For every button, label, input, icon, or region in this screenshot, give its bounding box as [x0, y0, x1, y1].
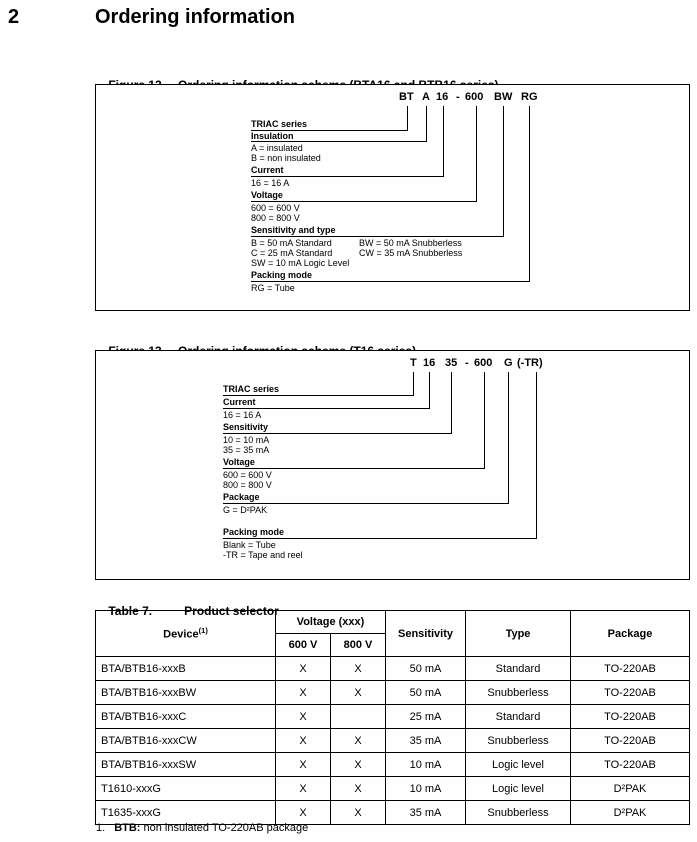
connector-line [413, 372, 414, 395]
part-code-segment: BT [399, 91, 414, 103]
sensitivity-cell: 10 mA [386, 777, 466, 801]
v600-cell: X [276, 729, 331, 753]
device-cell: T1610-xxxG [96, 777, 276, 801]
connector-line [251, 141, 427, 142]
table-row [96, 657, 690, 681]
package-cell: TO-220AB [571, 753, 690, 777]
sensitivity-header: Sensitivity [386, 611, 466, 657]
connector-line [251, 201, 477, 202]
part-code-segment: 16 [423, 357, 436, 369]
type-header: Type [466, 611, 571, 657]
group-line: C = 25 mA Standard [251, 248, 333, 258]
connector-line [426, 106, 427, 141]
v800-cell: X [331, 729, 386, 753]
voltage-group-header: Voltage (xxx) [276, 611, 386, 634]
footnote-rest: non insulated TO-220AB package [140, 822, 309, 834]
group-line: G = D²PAK [223, 505, 268, 515]
sensitivity-cell: 10 mA [386, 753, 466, 777]
group-line: B = non insulated [251, 153, 321, 163]
group-line: BW = 50 mA Snubberless [359, 238, 462, 248]
table-row [96, 801, 690, 825]
v800-cell: X [331, 657, 386, 681]
v600-header: 600 V [276, 634, 331, 657]
table-row [96, 729, 690, 753]
v600-cell: X [276, 777, 331, 801]
section-number: 2 [8, 6, 20, 28]
connector-line [476, 106, 477, 201]
connector-line [503, 106, 504, 236]
footnote-bold: BTB: [114, 822, 141, 834]
part-code-segment: - [465, 357, 469, 369]
connector-line [223, 433, 452, 434]
part-code-segment: 600 [465, 91, 484, 103]
package-cell: TO-220AB [571, 657, 690, 681]
group-title: Package [223, 492, 260, 502]
part-code-segment: G [504, 357, 513, 369]
v600-cell: X [276, 705, 331, 729]
part-code-segment: 600 [474, 357, 493, 369]
part-code-segment: RG [521, 91, 538, 103]
group-title: Insulation [251, 131, 294, 141]
group-line: 800 = 800 V [251, 213, 300, 223]
figure12-diagram [95, 84, 690, 311]
device-cell: BTA/BTB16-xxxSW [96, 753, 276, 777]
group-line: -TR = Tape and reel [223, 550, 303, 560]
package-cell: TO-220AB [571, 729, 690, 753]
group-line: 35 = 35 mA [223, 445, 270, 455]
connector-line [223, 395, 414, 396]
sensitivity-cell: 35 mA [386, 801, 466, 825]
group-title: Sensitivity [223, 422, 269, 432]
table-header-row [96, 611, 690, 634]
table-row [96, 753, 690, 777]
v800-cell [331, 705, 386, 729]
connector-line [508, 372, 509, 503]
group-line: 800 = 800 V [223, 480, 272, 490]
table-row [96, 777, 690, 801]
group-line: 16 = 16 A [223, 410, 262, 420]
device-cell: BTA/BTB16-xxxBW [96, 681, 276, 705]
v600-cell: X [276, 801, 331, 825]
type-cell: Logic level [466, 753, 571, 777]
connector-line [223, 468, 485, 469]
device-cell: BTA/BTB16-xxxC [96, 705, 276, 729]
connector-line [407, 106, 408, 130]
figure13-diagram [95, 350, 690, 580]
device-header-label: Device [163, 628, 199, 641]
connector-line [223, 538, 537, 539]
connector-line [536, 372, 537, 538]
connector-line [251, 281, 530, 282]
group-line: CW = 35 mA Snubberless [359, 248, 463, 258]
v600-cell: X [276, 681, 331, 705]
type-cell: Snubberless [466, 801, 571, 825]
connector-line [529, 106, 530, 281]
connector-line [223, 503, 509, 504]
device-cell: T1635-xxxG [96, 801, 276, 825]
v800-cell: X [331, 777, 386, 801]
section-title: Ordering information [95, 6, 295, 28]
group-line: 600 = 600 V [251, 203, 300, 213]
v600-cell: X [276, 657, 331, 681]
table7-caption-label: Table 7. [108, 604, 153, 618]
group-title: TRIAC series [223, 384, 280, 394]
part-code-segment: 35 [445, 357, 458, 369]
group-title: Current [223, 397, 256, 407]
group-line: 16 = 16 A [251, 178, 290, 188]
group-title: Voltage [251, 190, 283, 200]
part-code-segment: T [410, 357, 417, 369]
table-row [96, 681, 690, 705]
connector-line [223, 408, 430, 409]
group-line: A = insulated [251, 143, 303, 153]
type-cell: Snubberless [466, 681, 571, 705]
connector-line [451, 372, 452, 433]
table7-caption-text: Product selector [184, 604, 279, 618]
group-line: RG = Tube [251, 283, 295, 293]
connector-line [429, 372, 430, 408]
footnote-number: 1. [96, 822, 106, 834]
device-cell: BTA/BTB16-xxxCW [96, 729, 276, 753]
group-title: Packing mode [223, 527, 285, 537]
device-footnote-marker: (1) [198, 626, 208, 636]
group-title: TRIAC series [251, 119, 308, 129]
v600-cell: X [276, 753, 331, 777]
v800-cell: X [331, 753, 386, 777]
type-cell: Standard [466, 657, 571, 681]
table-row [96, 705, 690, 729]
group-title: Packing mode [251, 270, 313, 280]
v800-header: 800 V [331, 634, 386, 657]
package-cell: TO-220AB [571, 681, 690, 705]
package-cell: TO-220AB [571, 705, 690, 729]
sensitivity-cell: 25 mA [386, 705, 466, 729]
group-line: 10 = 10 mA [223, 435, 270, 445]
device-header [96, 611, 276, 657]
group-line: SW = 10 mA Logic Level [251, 258, 350, 268]
group-line: Blank = Tube [223, 540, 276, 550]
part-code-segment: (-TR) [517, 357, 543, 369]
footnote-text [114, 822, 308, 834]
group-title: Sensitivity and type [251, 225, 336, 235]
connector-line [251, 236, 504, 237]
group-line: B = 50 mA Standard [251, 238, 332, 248]
package-cell: D²PAK [571, 777, 690, 801]
sensitivity-cell: 50 mA [386, 681, 466, 705]
sensitivity-cell: 35 mA [386, 729, 466, 753]
group-title: Voltage [223, 457, 255, 467]
table7-footnote [96, 822, 308, 834]
group-line: 600 = 600 V [223, 470, 272, 480]
part-code-segment: 16 [436, 91, 449, 103]
sensitivity-cell: 50 mA [386, 657, 466, 681]
part-code-segment: A [422, 91, 430, 103]
v800-cell: X [331, 801, 386, 825]
connector-line [443, 106, 444, 176]
group-title: Current [251, 165, 284, 175]
device-cell: BTA/BTB16-xxxB [96, 657, 276, 681]
product-selector-table [95, 610, 690, 825]
package-cell: D²PAK [571, 801, 690, 825]
type-cell: Standard [466, 705, 571, 729]
part-code-segment: BW [494, 91, 513, 103]
v800-cell: X [331, 681, 386, 705]
type-cell: Snubberless [466, 729, 571, 753]
connector-line [484, 372, 485, 468]
connector-line [251, 176, 444, 177]
part-code-segment: - [456, 91, 460, 103]
type-cell: Logic level [466, 777, 571, 801]
package-header: Package [571, 611, 690, 657]
